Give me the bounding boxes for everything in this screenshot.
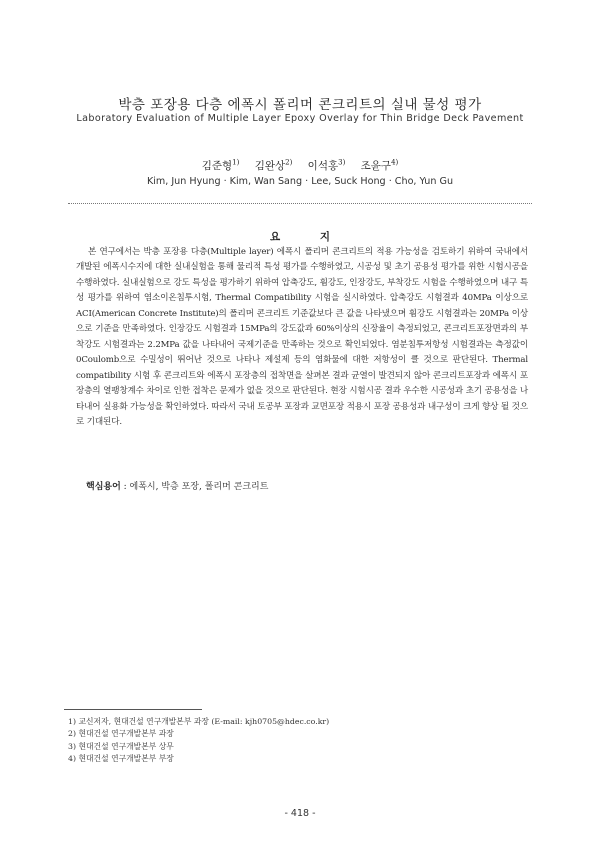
author-3: [308, 160, 346, 172]
author-mark: 1): [232, 158, 240, 167]
author-4: [361, 160, 399, 172]
author-name: 이석홍: [307, 160, 339, 172]
author-mark: 4): [391, 158, 399, 167]
abstract-body: 본 연구에서는 박층 포장용 다층(Multiple layer) 에폭시 폴리머 콘크리트의 적용 가능성을 검토하기 위하여 국내에서 개발된 에폭시수지에 대한 실내실험을 통해 물리적 특성 평가를 수행하였고, 시공성 및 초기 공용성 평가를 위한 시험시공을 수행하였다. 실내실험으로 강도 특성을 평가하기 위하여 압축강도, 휨강도, 인장강도, 부착강도 시험을 수행하였으며 내구 특성 평가를 위하여 염소이온침투시험, Thermal Compatibility 시험을 실시하였다. 압축강도 시험결과 40MPa 이상으로 ACI(American Concrete Institute)의 폴리머 콘크리트 기준값보다 큰 값을 나타냈으며 휨강도 시험결과는 20MPa 이상으로 기준을 만족하였다. 인장강도 시험결과 15MPa의 강도값과 60%이상의 신장율이 측정되었고, 콘크리트포장면과의 부착강도 시험결과는 2.2MPa 값을 나타내어 국제기준을 만족하는 것으로 확인되었다. 염분침투저항성 시험결과는 측정값이 0Coulomb으로 수밀성이 뛰어난 것으로 나타나 제설제 등의 염화물에 대한 저항성이 클 것으로 판단된다. Thermal compatibility 시험 후 콘크리트와 에폭시 포장층의 접착면을 살펴본 결과 균열이 발견되지 않아 콘크리트포장과 에폭시 포장층의 열팽창계수 차이로 인한 접착은 문제가 없을 것으로 판단된다. 현장 시험시공 결과 우수한 시공성과 초기 공용성을 나타내어 실용화 가능성을 확인하였다. 따라서 국내 토공부 포장과 교면포장 적용시 포장 공용성과 내구성이 크게 향상 될 것으로 기대된다.: [76, 247, 528, 427]
section-divider: [68, 203, 532, 204]
authors-english: Kim, Jun Hyung · Kim, Wan Sang · Lee, Suck Hong · Cho, Yun Gu: [146, 176, 454, 187]
author-name: 김준형: [201, 160, 233, 172]
author-name: 조윤구: [360, 160, 392, 172]
author-mark: 2): [285, 158, 293, 167]
author-2: [255, 160, 293, 172]
footnote: 1) 교신저자, 현대건설 연구개발본부 과장 (E-mail: kjh0705@hdec.co.kr): [68, 717, 330, 726]
author-1: [202, 160, 240, 172]
title-english: Laboratory Evaluation of Multiple Layer Epoxy Overlay for Thin Bridge Deck Pavement: [76, 113, 524, 124]
keywords-separator: :: [120, 482, 130, 492]
footnote-rule: [64, 709, 202, 710]
page-number: - 418 -: [284, 808, 316, 819]
footnote: 4) 현대건설 연구개발본부 부장: [68, 753, 174, 763]
authors-korean: [0, 158, 600, 173]
footnote: 2) 현대건설 연구개발본부 과장: [68, 729, 174, 739]
footnotes: [68, 716, 538, 765]
author-mark: 3): [338, 158, 346, 167]
author-name: 김완상: [254, 160, 286, 172]
title-korean: 박층 포장용 다층 에폭시 폴리머 콘크리트의 실내 물성 평가: [118, 97, 482, 113]
abstract-heading: 요 지: [270, 231, 348, 243]
footnote: 3) 현대건설 연구개발본부 상무: [68, 741, 174, 751]
keywords-terms: 에폭시, 박층 포장, 폴리머 콘크리트: [129, 482, 269, 492]
keywords-label: 핵심용어: [86, 482, 121, 492]
keywords: [86, 479, 536, 492]
